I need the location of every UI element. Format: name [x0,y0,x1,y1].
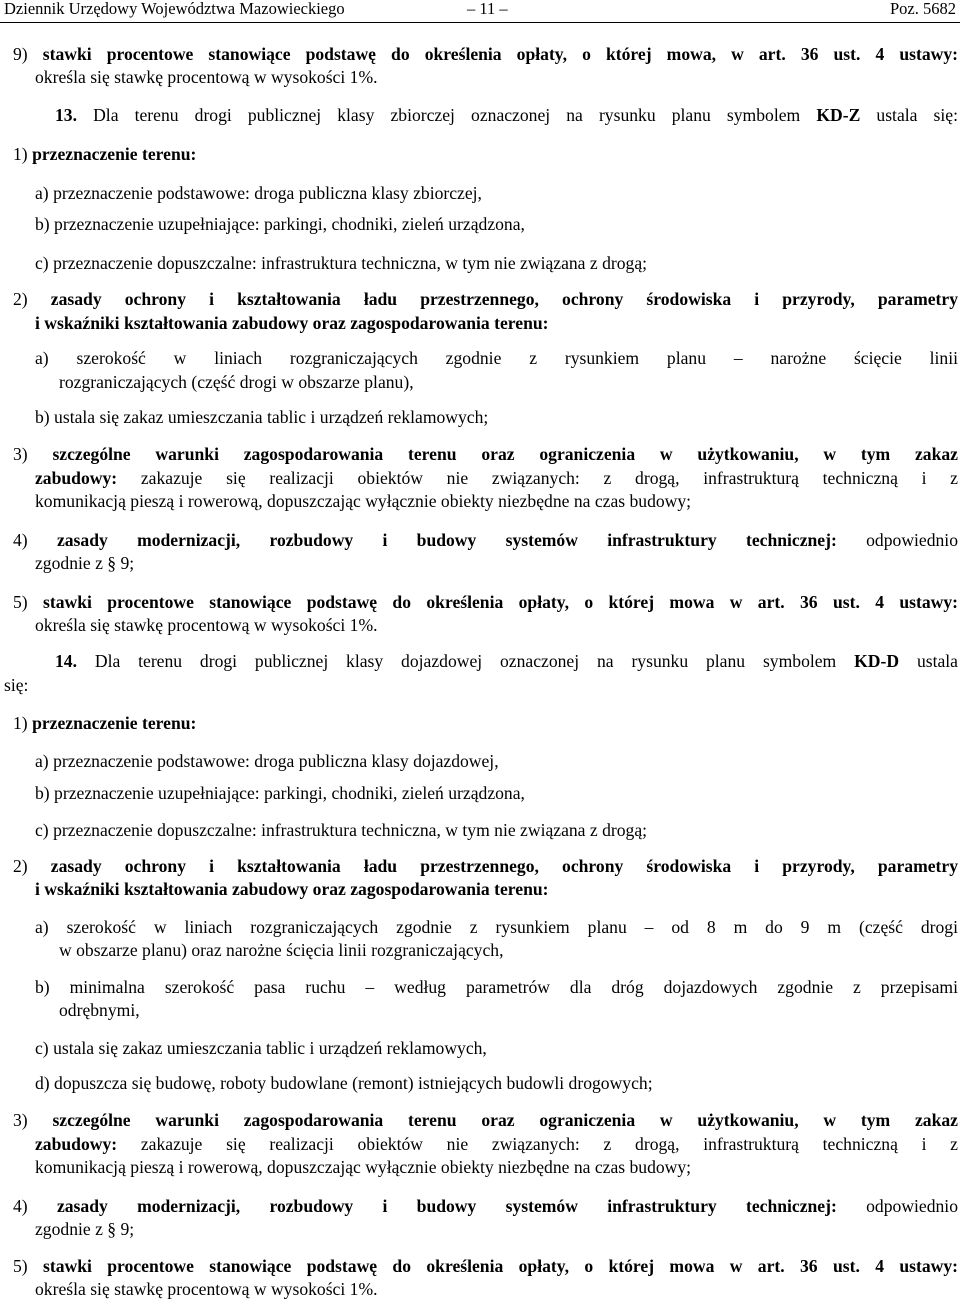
item-heading-cont: zabudowy: [35,468,118,488]
item-heading: szczególne warunki zagospodarowania terenu oraz ograniczenia w użytkowaniu, w tym zakaz [52,1110,958,1130]
s13-item3-line3: komunikacją pieszą i rowerową, dopuszczając wyłącznie obiekty niezbędne na czas budowy; [35,491,692,511]
s12-item9-line2: określa się stawkę procentową w wysokości 1%. [35,67,378,87]
s14-item3-line2 [35,1133,958,1156]
s14-item5-line1 [13,1255,958,1278]
s13-item2-a-line2: rozgraniczających (część drogi w obszarze planu), [59,372,414,392]
s14-item4-line2: zgodnie z § 9; [35,1219,135,1239]
item-heading: szczególne warunki zagospodarowania terenu oraz ograniczenia w użytkowaniu, w tym zakaz [52,444,958,464]
s13-item1 [13,143,196,166]
item-number: 9) [13,44,28,64]
s14-item2-c: c) ustala się zakaz umieszczania tablic i urządzeń reklamowych, [35,1038,487,1058]
item-heading-cont: i wskaźniki kształtowania zabudowy oraz zagospodarowania terenu: [35,313,549,333]
s14-item2-line1 [13,855,958,878]
item-number: 1) [13,713,28,733]
s14-intro-line2: się: [4,675,29,695]
item-heading: zasady ochrony i kształtowania ładu przestrzennego, ochrony środowiska i przyrody, parametry [50,856,959,876]
section-intro: Dla terenu drogi publicznej klasy dojazdowej oznaczonej na rysunku planu symbolem [94,651,837,671]
item-text: zakazuje się realizacji obiektów nie związanych: z drogą, infrastrukturą techniczną i z [140,468,958,488]
s13-item2-line1 [13,288,958,311]
s13-item5-line1 [13,591,958,614]
position-number: Poz. 5682 [890,0,956,18]
item-number: 3) [13,1110,28,1130]
s13-item1-c: c) przeznaczenie dopuszczalne: infrastruktura techniczna, w tym nie związana z drogą; [35,253,648,273]
s14-item4-line1 [13,1195,958,1218]
item-number: 1) [13,144,28,164]
s14-item2-a-line2: w obszarze planu) oraz narożne ścięcia linii rozgraniczających, [59,940,504,960]
section-intro: Dla terenu drogi publicznej klasy zbiorczej oznaczonej na rysunku planu symbolem [93,105,801,125]
item-number: 3) [13,444,28,464]
item-heading: zasady ochrony i kształtowania ładu przestrzennego, ochrony środowiska i przyrody, parametry [50,289,959,309]
s14-item1 [13,712,196,735]
s13-item1-a: a) przeznaczenie podstawowe: droga publiczna klasy zbiorczej, [35,183,482,203]
area-symbol: KD-D [854,651,900,671]
item-heading: stawki procentowe stanowiące podstawę do określenia opłaty, o której mowa w art. 36 ust. 4 ustawy: [43,1256,958,1276]
s13-item4-line1 [13,529,958,552]
section-intro-end: ustala [916,651,958,671]
s14-item2-b-line2: odrębnymi, [59,1000,140,1020]
item-heading: przeznaczenie terenu: [32,713,197,733]
item-text: odpowiednio [866,530,958,550]
item-heading: zasady modernizacji, rozbudowy i budowy systemów infrastruktury technicznej: [56,1196,837,1216]
item-number: 5) [13,1256,28,1276]
s14-item2-a-line1: a) szerokość w liniach rozgraniczających zgodnie z rysunkiem planu – od 8 m do 9 m (część drogi [35,917,958,937]
item-heading-cont: zabudowy: [35,1134,118,1154]
section-intro-end: ustala się: [876,105,958,125]
s14-item5-line2: określa się stawkę procentową w wysokości 1%. [35,1279,378,1299]
s14-intro [55,650,958,673]
page-header [0,0,960,23]
area-symbol: KD-Z [816,105,861,125]
item-number: 2) [13,856,28,876]
item-text: zakazuje się realizacji obiektów nie związanych: z drogą, infrastrukturą techniczną i z [140,1134,958,1154]
s12-item9-line1 [13,43,958,66]
item-number: 4) [13,1196,28,1216]
s13-intro [55,104,958,127]
s14-item1-c: c) przeznaczenie dopuszczalne: infrastruktura techniczna, w tym nie związana z drogą; [35,820,648,840]
s13-item2-line2 [35,312,549,335]
s13-item4-line2: zgodnie z § 9; [35,553,135,573]
s13-item3-line2 [35,467,958,490]
section-number: 14. [55,651,77,671]
item-number: 5) [13,592,28,612]
s14-item3-line1 [13,1109,958,1132]
item-heading: zasady modernizacji, rozbudowy i budowy systemów infrastruktury technicznej: [56,530,837,550]
s13-item2-a-line1: a) szerokość w liniach rozgraniczających zgodnie z rysunkiem planu – narożne ścięcie linii [35,348,958,368]
s14-item2-d: d) dopuszcza się budowę, roboty budowlane (remont) istniejących budowli drogowych; [35,1073,653,1093]
s13-item3-line1 [13,443,958,466]
journal-title: Dziennik Urzędowy Województwa Mazowieckiego [4,0,345,18]
item-heading: stawki procentowe stanowiące podstawę do określenia opłaty, o której mowa, w art. 36 ust. 4 ustawy: [42,44,958,64]
item-heading: przeznaczenie terenu: [32,144,197,164]
s13-item1-b: b) przeznaczenie uzupełniające: parkingi, chodniki, zieleń urządzona, [35,214,525,234]
item-heading: stawki procentowe stanowiące podstawę do określenia opłaty, o której mowa w art. 36 ust. 4 ustawy: [43,592,958,612]
s13-item5-line2: określa się stawkę procentową w wysokości 1%. [35,615,378,635]
s14-item1-a: a) przeznaczenie podstawowe: droga publiczna klasy dojazdowej, [35,751,499,771]
s13-item2-b: b) ustala się zakaz umieszczania tablic i urządzeń reklamowych; [35,407,489,427]
s14-item1-b: b) przeznaczenie uzupełniające: parkingi, chodniki, zieleń urządzona, [35,783,525,803]
page-number: – 11 – [467,0,508,18]
item-number: 2) [13,289,28,309]
item-text: odpowiednio [866,1196,958,1216]
section-number: 13. [55,105,77,125]
s14-item2-line2 [35,878,549,901]
item-heading-cont: i wskaźniki kształtowania zabudowy oraz zagospodarowania terenu: [35,879,549,899]
s14-item3-line3: komunikacją pieszą i rowerową, dopuszczając wyłącznie obiekty niezbędne na czas budowy; [35,1157,692,1177]
s14-item2-b-line1: b) minimalna szerokość pasa ruchu – według parametrów dla dróg dojazdowych zgodnie z przepisami [35,977,958,997]
item-number: 4) [13,530,28,550]
